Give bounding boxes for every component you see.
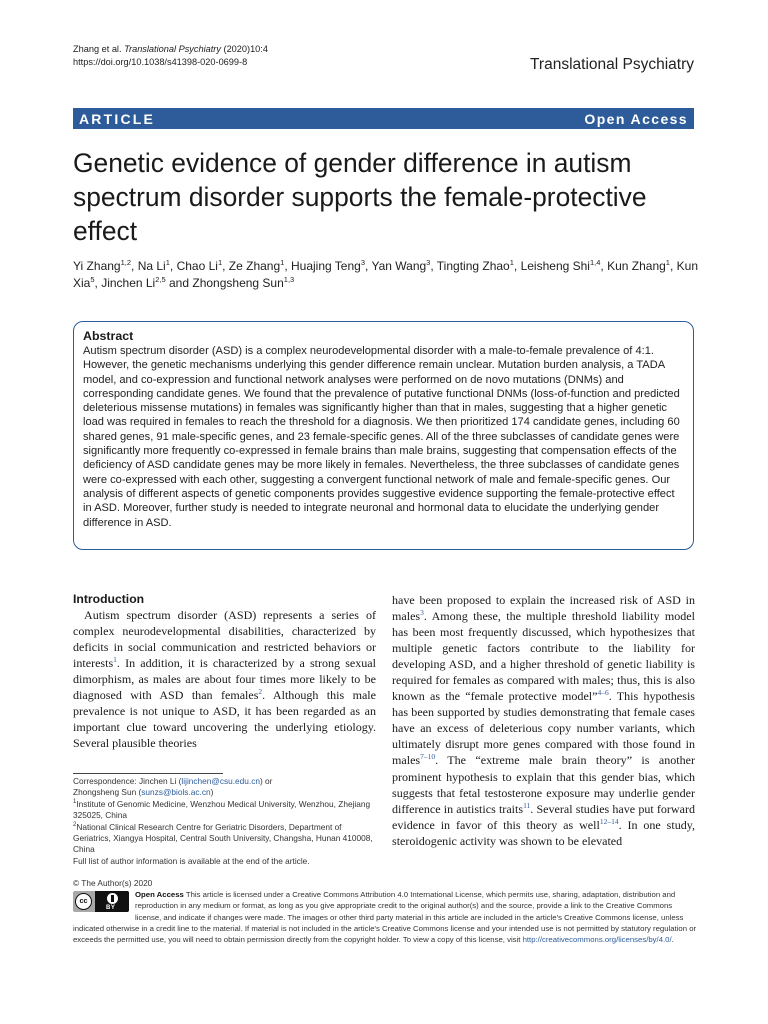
introduction-paragraph: Autism spectrum disorder (ASD) represents a series of complex neurodevelopmental disabilities, characterized by deficits in social communication and restricted behaviors or interests$^1$. In addition, it is characterized by a strong sexual dimorphism, as males are about four times more likely to be diagnosed with ASD than females$^2$. Although this male prevalence is not unique to ASD, it has been regarded as an important clue toward uncovering the underlying etiology. Several plausible theories bbox=[73, 608, 376, 751]
introduction-paragraph-continued: have been proposed to explain the increased risk of ASD in males$^3$. Among these, the multiple threshold liability model has been most frequently discussed, which hypothesizes that multiple genetic factors contribute to the liability for developing ASD, and a higher threshold of genetic liability is required for females as compared with males; thus, this is also known as the “female protective model”$^{4-6}$. This hypothesis has been supported by studies demonstrating that female cases have an excess of deleterious copy number variants, which ultimately disrupt more genes compared with those found in males$^{7-10}$. The “extreme male brain theory” is another prominent hypothesis to explain that this gender bias, which suggests that fetal testosterone exposure may underlie gender difference in autistics traits$^{11}$. Several studies have put forward evidence in favor of this theory as well$^{12-14}$. In one study, steroidogenic activity was shown to be elevated bbox=[392, 593, 696, 848]
author[interactable]: Zhongsheng Sun$^{1,3}$ bbox=[192, 275, 295, 290]
citation-details: (2020)10:4 bbox=[223, 44, 268, 54]
abstract-text: Autism spectrum disorder (ASD) is a complex neurodevelopmental disorder with a male-to-female prevalence of 4:1. However, the genetic mechanisms underlying this gender difference remain unclear. Mutation burden analysis, a TADA model, and co-expression and functional network analyses were performed on de novo mutations (DNMs) and corresponding candidate genes. We found that the prevalence of putative functional DNMs (loss-of-function and predicted deleterious missense mutations) in females was significantly higher than that in males, suggesting that a higher genetic load was required in females to reach the threshold for a diagnosis. We then prioritized 174 candidate genes, including 60 shared genes, 91 male-specific genes, and 23 female-specific genes. All of the three subclasses of candidate genes were significantly more frequently co-expressed in female brains than male brains, suggesting that compensation effects of the deficiency of ASD candidate genes may be more likely in females. Nevertheless, the three subclasses of candidate genes were co-expressed with each other, suggesting a convergent functional network of male and female-specific genes. Our analysis of different aspects of genetic components provides suggestive evidence supporting the female-protective effect in ASD. Moreover, further study is needed to integrate neuronal and hormonal data to elucidate the underlying gender difference in ASD. bbox=[83, 345, 680, 529]
citation-ref[interactable]: 3 bbox=[420, 608, 424, 618]
affiliation-1: $^1$Institute of Genomic Medicine, Wenzhou Medical University, Wenzhou, Zhejiang 325025, China bbox=[73, 798, 371, 821]
author-affiliation: 1,4 bbox=[589, 258, 601, 267]
correspondence-email-2[interactable]: sunzs@biols.ac.cn bbox=[141, 787, 211, 798]
full-author-info-note: Full list of author information is available at the end of the article. bbox=[73, 855, 310, 866]
citation-header bbox=[73, 43, 268, 69]
article-title: Genetic evidence of gender difference in autism spectrum disorder supports the female-protective effect bbox=[73, 148, 647, 246]
citation-ref[interactable]: 12–14 bbox=[599, 816, 619, 826]
author-affiliation: 1,2 bbox=[120, 258, 132, 267]
author-affiliation: 1 bbox=[165, 258, 170, 267]
license-link[interactable]: http://creativecommons.org/licenses/by/4.0/ bbox=[522, 935, 672, 945]
author[interactable]: Na Li$^1$ bbox=[137, 258, 170, 273]
introduction-heading: Introduction bbox=[73, 592, 145, 606]
author[interactable]: Kun Zhang$^1$ bbox=[607, 258, 670, 273]
copyright-notice: © The Author(s) 2020 bbox=[73, 878, 153, 888]
right-column bbox=[392, 592, 695, 849]
person-icon bbox=[107, 893, 118, 904]
author[interactable]: Yan Wang$^3$ bbox=[371, 258, 431, 273]
citation-authors: Zhang et al. bbox=[73, 44, 122, 54]
article-type-label: ARTICLE bbox=[79, 110, 156, 127]
by-attribution-icon: BY bbox=[95, 891, 129, 912]
license-text: This article is licensed under a Creative Commons Attribution 4.0 International License, which permits use, sharing, adaptation, distribution and reproduction in any medium or format, as long as you give appropriate credit to the original author(s) and the source, provide a link to the Creative Commons license, and indicate if changes were made. The images or other third party material in this article are included in the article's Creative Commons license, unless indicated otherwise in a credit line to the material. If material is not included in the article's Creative Commons license and your intended use is not permitted by statutory regulation or exceeds the permitted use, you will need to obtain permission directly from the copyright holder. To view a copy of this license, visit bbox=[73, 890, 697, 945]
author-affiliation: 2,5 bbox=[155, 275, 166, 284]
open-access-label-license: Open Access bbox=[135, 890, 184, 899]
author[interactable]: Huajing Teng$^3$ bbox=[291, 258, 366, 273]
article-banner bbox=[73, 108, 694, 129]
author-list: Yi Zhang$^{1,2}$, Na Li$^1$, Chao Li$^1$, Ze Zhang$^1$, Huajing Teng$^3$, Yan Wang$^3$, Tingting Zhao$^1$, Leisheng Shi$^{1,4}$, Kun Zhang$^1$, Kun Xia$^5$, Jinchen Li$^{2,5}$ and Zhongsheng Sun$^{1,3}$ bbox=[73, 258, 698, 290]
author-affiliation: 1 bbox=[280, 258, 285, 267]
author-affiliation: 1 bbox=[217, 258, 223, 267]
citation-ref[interactable]: 7–10 bbox=[420, 752, 436, 762]
open-access-label: Open Access bbox=[584, 110, 688, 127]
author-affiliation: 1 bbox=[665, 258, 670, 267]
citation-journal: Translational Psychiatry bbox=[124, 44, 221, 54]
author-affiliation: 5 bbox=[90, 275, 95, 284]
author[interactable]: Kun Xia$^5$ bbox=[73, 259, 698, 290]
citation-ref[interactable]: 1 bbox=[113, 655, 117, 665]
affiliation-2: $^2$National Clinical Research Centre for Geriatric Disorders, Department of Geriatrics, Xiangya Hospital, Central South University, Changsha, Hunan 410008, China bbox=[73, 821, 373, 855]
author[interactable]: Tingting Zhao$^1$ bbox=[436, 258, 514, 273]
author[interactable]: Jinchen Li$^{2,5}$ bbox=[101, 275, 166, 290]
author[interactable]: Ze Zhang$^1$ bbox=[228, 258, 285, 273]
doi-link[interactable]: https://doi.org/10.1038/s41398-020-0699-8 bbox=[73, 57, 248, 67]
left-column bbox=[73, 592, 376, 751]
author-affiliation: 3 bbox=[426, 258, 431, 267]
license-notice: cc BY Open Access This article is licensed under a Creative Commons Attribution 4.0 International License, which permits use, sharing, adaptation, distribution and reproduction in any medium or format, as long as you give appropriate credit to the original author(s) and the source, provide a link to the Creative Commons license, and indicate if changes were made. The images or other third party material in this article are included in the article's Creative Commons license, unless indicated otherwise in a credit line to the material. If material is not included in the article's Creative Commons license and your intended use is not permitted by statutory regulation or exceeds the permitted use, you will need to obtain permission directly from the copyright holder. To view a copy of this license, visit http://creativecommons.org/licenses/by/4.0/. bbox=[73, 890, 697, 945]
abstract-box bbox=[73, 321, 694, 550]
author-affiliation: 1 bbox=[509, 258, 514, 267]
correspondence-email-1[interactable]: lijinchen@csu.edu.cn bbox=[181, 776, 260, 786]
cc-by-license-icon bbox=[73, 891, 129, 912]
citation-ref[interactable]: 11 bbox=[523, 800, 531, 810]
correspondence: Correspondence: Jinchen Li (lijinchen@csu.edu.cn) or bbox=[73, 776, 273, 786]
citation-ref[interactable]: 2 bbox=[258, 687, 263, 697]
author[interactable]: Leisheng Shi$^{1,4}$ bbox=[520, 258, 601, 273]
author[interactable]: Yi Zhang$^{1,2}$ bbox=[73, 258, 132, 273]
abstract-heading: Abstract bbox=[83, 329, 134, 343]
cc-icon: cc bbox=[75, 893, 92, 910]
author-affiliation: 1,3 bbox=[283, 275, 295, 284]
correspondence-2: Zhongsheng Sun (sunzs@biols.ac.cn) bbox=[73, 787, 214, 798]
author-affiliation: 3 bbox=[360, 258, 366, 267]
citation-ref[interactable]: 4–6 bbox=[597, 688, 609, 698]
journal-name: Translational Psychiatry bbox=[530, 56, 694, 73]
footnotes bbox=[73, 776, 378, 867]
footnote-divider bbox=[73, 773, 223, 774]
author[interactable]: Chao Li$^1$ bbox=[176, 258, 223, 273]
